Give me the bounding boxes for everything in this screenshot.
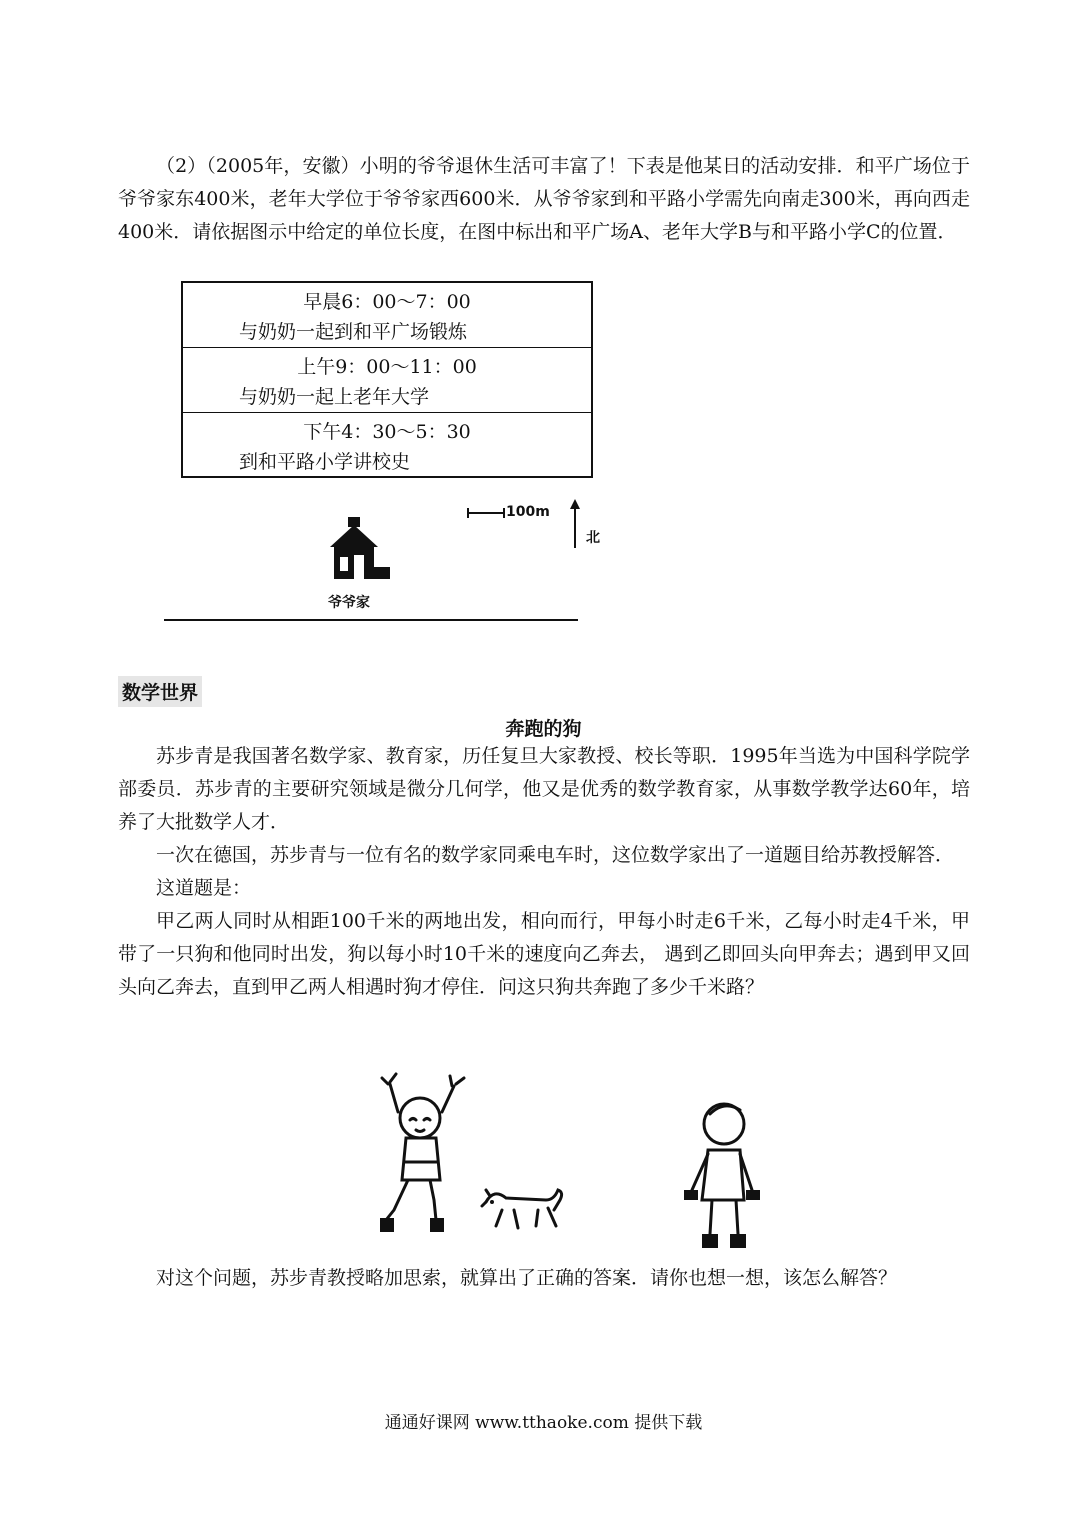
page-footer: 通通好课网 www.tthaoke.com 提供下载 xyxy=(384,1413,703,1433)
section-title: 数学世界 xyxy=(118,676,202,707)
illustration xyxy=(360,1070,780,1260)
schedule-time: 上午9：00～11：00 xyxy=(297,356,477,379)
story-title: 奔跑的狗 xyxy=(505,718,582,740)
problem-text: （2）（2005年，安徽）小明的爷爷退休生活可丰富了！下表是他某日的活动安排．和平广场位于爷爷家东400米，老年大学位于爷爷家西600米．从爷爷家到和平路小学需先向南走300米，再向西走400米．请依据图示中给定的单位长度，在图中标出和平广场A、老年大学B与和平路小学C的位置． xyxy=(118,155,970,243)
house-label: 爷爷家 xyxy=(328,595,370,611)
schedule-activity: 到和平路小学讲校史 xyxy=(239,450,411,473)
schedule-row xyxy=(183,283,591,347)
house-icon xyxy=(326,515,396,585)
schedule-activity: 与奶奶一起上老年大学 xyxy=(239,386,430,409)
closing-text-block xyxy=(118,1262,970,1295)
story-paragraph: 苏步青是我国著名数学家、教育家，历任复旦大家教授、校长等职．1995年当选为中国科学院学部委员．苏步青的主要研究领域是微分几何学，他又是优秀的数学教育家，从事数学教学达60年，培养了大批数学人才． xyxy=(118,745,970,833)
story-paragraph: 一次在德国，苏步青与一位有名的数学家同乘电车时，这位数学家出了一道题目给苏教授解答． xyxy=(156,844,955,866)
story-paragraph: 甲乙两人同时从相距100千米的两地出发，相向而行，甲每小时走6千米，乙每小时走4千米，甲带了一只狗和他同时出发，狗以每小时10千米的速度向乙奔去， 遇到乙即回头向甲奔去；遇到甲又回头向乙奔去，直到甲乙两人相遇时狗才停住．问这只狗共奔跑了多少千米路？ xyxy=(118,910,970,998)
scale-bar-icon xyxy=(466,507,506,519)
problem-text-block xyxy=(118,150,970,249)
dog-figure-icon xyxy=(478,1182,568,1242)
north-label: 北 xyxy=(586,530,600,546)
girl-figure-icon xyxy=(370,1070,480,1240)
story-paragraph: 这道题是： xyxy=(156,877,252,899)
closing-paragraph: 对这个问题，苏步青教授略加思索，就算出了正确的答案．请你也想一想，该怎么解答？ xyxy=(156,1267,898,1289)
schedule-time: 下午4：30～5：30 xyxy=(303,420,471,443)
story-text-block xyxy=(118,740,970,1004)
scale-label: 100m xyxy=(506,504,550,520)
schedule-row xyxy=(183,412,591,476)
boy-figure-icon xyxy=(680,1094,770,1254)
schedule-table xyxy=(181,281,593,478)
road-line xyxy=(164,619,578,621)
map-figure xyxy=(150,495,620,635)
north-arrow-icon xyxy=(568,499,582,549)
schedule-time: 早晨6：00～7：00 xyxy=(303,291,471,313)
schedule-activity: 与奶奶一起到和平广场锻炼 xyxy=(239,321,468,343)
schedule-row xyxy=(183,347,591,411)
